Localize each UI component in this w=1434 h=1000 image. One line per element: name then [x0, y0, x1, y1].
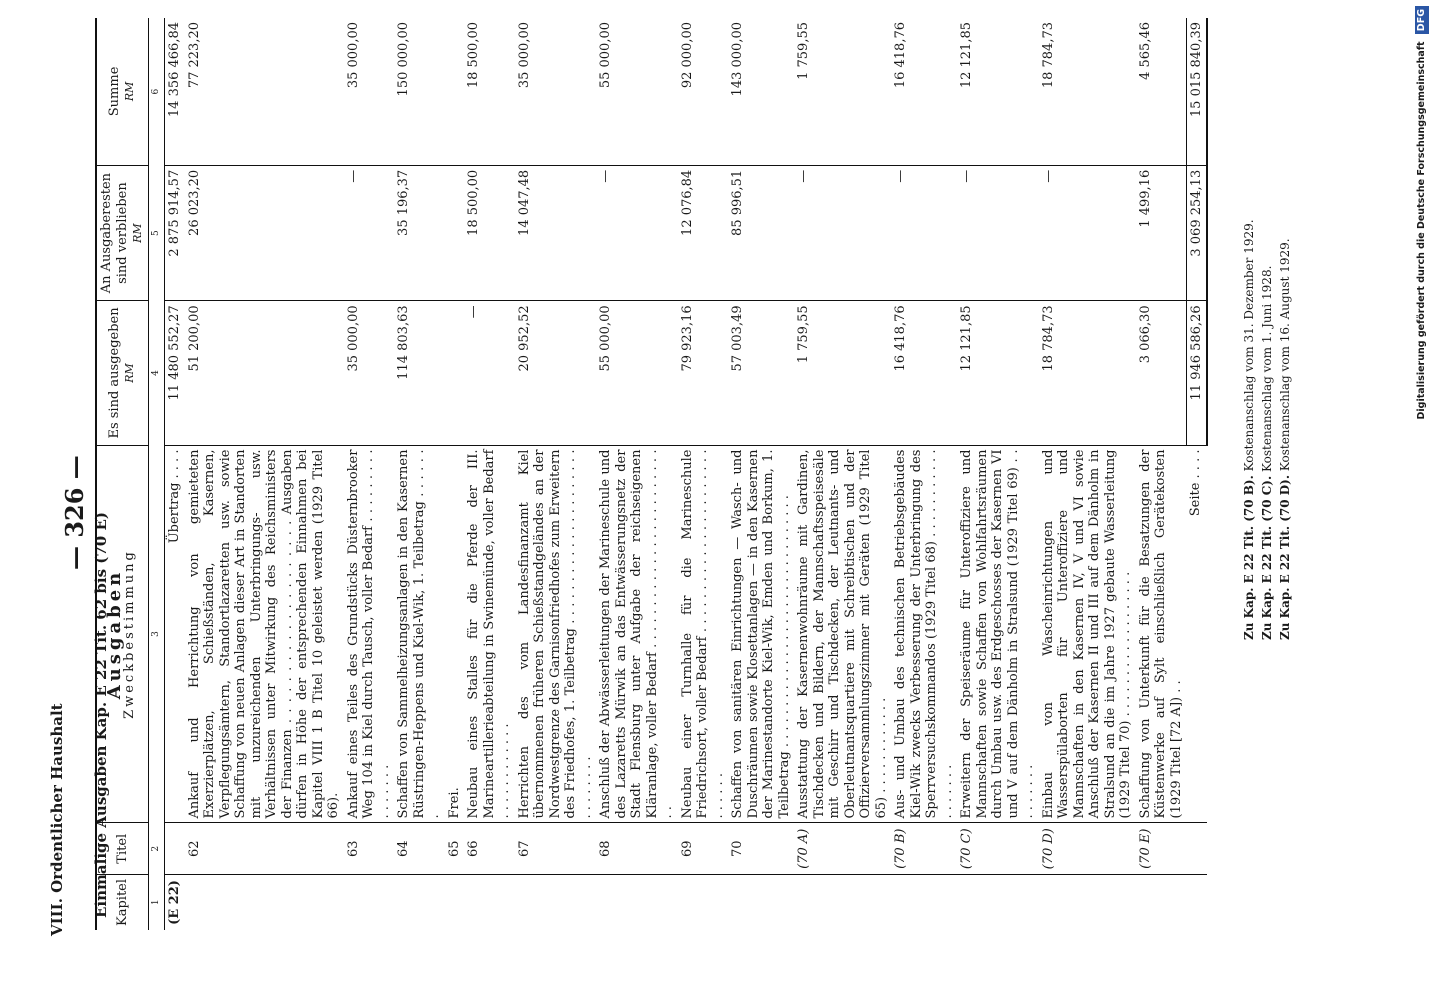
col4-unit: RM — [123, 363, 137, 383]
ausgabereste-cell: 35 196,37 — [394, 165, 445, 301]
desc-cell: Übertrag . . . . — [165, 445, 185, 823]
ausgegeben-cell: 35 000,00 — [344, 301, 395, 445]
total-ausgegeben: 11 946 586,26 — [1186, 301, 1207, 445]
table-row — [515, 18, 597, 930]
summe-cell: 12 121,85 — [957, 18, 1039, 165]
total-row — [1186, 18, 1207, 930]
desc-cell: Schaffen von sanitären Einrichtungen — Wasch- und Duschräumen sowie Klosettanlagen — in den Kasernen der Marinestandorte Kiel-Wik, Emden und Borkum, 1. Teilbetrag . . . . . . . . . . . . . . . . . . . . . . . . . . . . . . . — [728, 445, 794, 823]
desc-cell: Aus- und Umbau des technischen Betriebsgebäudes Kiel-Wik zwecks Verbesserung der Unterbringung des Sperrversuchskommandos (1929 Titel 68) . . . . . . . . . . . . . . . . . . — [891, 445, 957, 823]
ausgabereste-cell: 1 499,16 — [1136, 165, 1187, 301]
ausgegeben-cell: 3 066,30 — [1136, 301, 1187, 445]
titel-cell: 70 — [728, 823, 794, 874]
titel-cell: 67 — [515, 823, 597, 874]
titel-cell: (70 D) — [1039, 823, 1136, 874]
col-titel-header: Titel — [96, 823, 148, 874]
ausgegeben-cell: 20 952,52 — [515, 301, 597, 445]
desc-cell: Neubau eines Stalles für die Pferde der III. Marineartillerieabteilung in Swinemünde, voller Bedarf . . . . . . . . . . . . — [464, 445, 515, 823]
summe-cell: 143 000,00 — [728, 18, 794, 165]
ausgabereste-cell: — — [957, 165, 1039, 301]
col5-unit: RM — [131, 223, 144, 243]
ausgabereste-cell: — — [794, 165, 891, 301]
titel-cell: (70 A) — [794, 823, 891, 874]
summe-cell: 77 223,20 — [185, 18, 344, 165]
ausgabereste-cell: 26 023,20 — [185, 165, 344, 301]
footnote-ref: Zu Kap. E 22 Tit. (70 D). — [1278, 474, 1292, 640]
titel-cell: 64 — [394, 823, 445, 874]
col4-label: Es sind ausgegeben — [106, 307, 122, 439]
summe-cell: 35 000,00 — [344, 18, 395, 165]
desc-cell: Schaffen von Sammelheizungsanlagen in den Kasernen Rüstringen-Heppens und Kiel-Wik, 1. Teilbetrag . . . . . . . — [394, 445, 445, 823]
titel-cell: 62 — [185, 823, 344, 874]
ausgaben-heading: Ausgaben — [103, 568, 125, 700]
table-row — [891, 18, 957, 930]
ausgabereste-cell — [445, 165, 465, 301]
colnum-5: 5 — [148, 165, 165, 301]
summe-cell: 4 565,46 — [1136, 18, 1187, 165]
col6-unit: RM — [123, 81, 137, 102]
ausgegeben-cell: 1 759,55 — [794, 301, 891, 445]
desc-cell: Frei. — [445, 445, 465, 823]
table-row — [957, 18, 1039, 930]
budget-table — [95, 18, 1208, 930]
colnum-4: 4 — [148, 301, 165, 445]
ausgabereste-cell: 2 875 914,57 — [165, 165, 185, 301]
footnotes — [1240, 219, 1294, 640]
titel-cell: 68 — [596, 823, 678, 874]
dfg-logo: DFG — [1415, 6, 1429, 34]
desc-cell: Herrichten des vom Landesfinanzamt Kiel übernommenen früheren Schießstandgeländes an der Nordwestgrenze des Garnisonfriedhofes zum Erweitern des Friedhofes, 1. Teilbetrag . . . . . . . . . . . . . . . . . . . . . . . . . . . . . — [515, 445, 597, 823]
colnum-3: 3 — [148, 445, 165, 823]
ausgegeben-cell — [445, 301, 465, 445]
desc-cell: Ankauf eines Teiles des Grundstücks Düsternbrooker Weg 104 in Kiel durch Tausch, voller Bedarf . . . . . . . . . . . . . . . . — [344, 445, 395, 823]
titel-cell: (70 C) — [957, 823, 1039, 874]
desc-cell: Ausstattung der Kasernenwohnräume mit Gardinen, Tischdecken und Bildern, der Mannschaftsspeisesäle mit Geschirr und Tischdecken, der Leutnants- und Oberleutnantsquartiere mit Schreibtischen und der Offizierversammlungszimmer mit Geräten (1929 Titel 65) . . . . . . . . . . . . — [794, 445, 891, 823]
summe-cell: 92 000,00 — [678, 18, 729, 165]
ausgegeben-cell: 51 200,00 — [185, 301, 344, 445]
footnote — [1276, 219, 1294, 640]
footnote-ref: Zu Kap. E 22 Tit. (70 B). — [1242, 475, 1256, 640]
ausgegeben-cell: 12 121,85 — [957, 301, 1039, 445]
titel-cell: 63 — [344, 823, 395, 874]
ausgegeben-cell: 79 923,16 — [678, 301, 729, 445]
ausgabereste-cell: 18 500,00 — [464, 165, 515, 301]
digitization-credit — [1412, 6, 1432, 996]
table-row — [464, 18, 515, 930]
col-summe-header — [96, 18, 148, 165]
ausgabereste-cell: 14 047,48 — [515, 165, 597, 301]
col-ausgabereste-header — [96, 165, 148, 301]
desc-cell: Ankauf und Herrichtung von gemieteten Exerzierplätzen, Schießständen, Kasernen, Verpflegungsämtern, Standortlazaretten usw. sowie Schaffung von neuen Anlagen dieser Art in Standorten mit unzureichenden Unterbringungs- usw. Verhältnissen unter Mitwirkung des Reichsministers der Finanzen . . . . . . . . . . . . . . . . . . . . Ausgaben dürfen in Höhe der entsprechenden Einnahmen bei Kapitel VIII 1 B Titel 10 geleistet werden (1929 Titel 66). — [185, 445, 344, 823]
summe-cell: 1 759,55 — [794, 18, 891, 165]
footnote — [1240, 219, 1258, 640]
ausgegeben-cell: 55 000,00 — [596, 301, 678, 445]
desc-cell: Neubau einer Turnhalle für die Marineschule Friedrichsort, voller Bedarf . . . . . . . . . . . . . . . . . . . . . . . . . . . . — [678, 445, 729, 823]
titel-cell — [165, 823, 185, 874]
zweck-heading: Zweckbestimmung — [122, 549, 138, 719]
ausgegeben-cell: 114 803,63 — [394, 301, 445, 445]
colnum-2: 2 — [148, 823, 165, 874]
summe-cell: 55 000,00 — [596, 18, 678, 165]
ausgegeben-cell: 57 003,49 — [728, 301, 794, 445]
ausgabereste-cell: — — [596, 165, 678, 301]
table-row — [794, 18, 891, 930]
table-row — [344, 18, 395, 930]
colnum-6: 6 — [148, 18, 165, 165]
total-summe: 15 015 840,39 — [1186, 18, 1207, 165]
table-row — [165, 18, 185, 930]
col-zweck-header — [96, 445, 148, 823]
table-row — [678, 18, 729, 930]
titel-cell: (70 E) — [1136, 823, 1187, 874]
titel-cell: 69 — [678, 823, 729, 874]
desc-cell: Einbau von Wascheinrichtungen und Wasserspülaborten für Unteroffiziere und Mannschaften in den Kasernen IV, V und VI sowie Anschluß der Kasernen II und III auf dem Dänholm in Stralsund an die im Jahre 1927 gebaute Wasserleitung (1929 Titel 70) . . . . . . . . . . . . . . . . . . — [1039, 445, 1136, 823]
summe-cell: 14 356 466,84 — [165, 18, 185, 165]
total-label: Seite . . . . — [1186, 445, 1207, 823]
table-row — [728, 18, 794, 930]
titel-cell: (70 B) — [891, 823, 957, 874]
ausgegeben-cell: 16 418,76 — [891, 301, 957, 445]
total-ausgabereste: 3 069 254,13 — [1186, 165, 1207, 301]
table-row — [1136, 18, 1187, 930]
titel-cell: 66 — [464, 823, 515, 874]
desc-cell: Erweitern der Speiseräume für Unteroffiziere und Mannschaften sowie Schaffen von Wohlfahrtsräumen durch Umbau usw. des Erdgeschosses der Kasernen VI und V auf dem Dänholm in Stralsund (1929 Titel 69) . . . . . . . . . — [957, 445, 1039, 823]
ausgegeben-cell: — — [464, 301, 515, 445]
ausgegeben-cell: 18 784,73 — [1039, 301, 1136, 445]
footnote-text: Kostenanschlag vom 16. August 1929. — [1278, 238, 1292, 472]
table-row — [596, 18, 678, 930]
summe-cell: 18 784,73 — [1039, 18, 1136, 165]
table-row — [1039, 18, 1136, 930]
page-number: — 326 — — [60, 455, 89, 570]
desc-cell: Anschluß der Abwässerleitungen der Marineschule und des Lazaretts Mürwik an das Entwässerungsnetz der Stadt Flensburg unter Aufgabe der reichseigenen Kläranlage, voller Bedarf . . . . . . . . . . . . . . . . . . . . . . . . . . — [596, 445, 678, 823]
summe-cell: 18 500,00 — [464, 18, 515, 165]
table-row — [185, 18, 344, 930]
section-subtitle: Einmalige Ausgaben Kap. E 22 Tit. 62 bis (70 E) — [92, 512, 110, 918]
ausgegeben-cell: 11 480 552,27 — [165, 301, 185, 445]
footnote — [1258, 219, 1276, 640]
desc-cell: Schaffung von Unterkunft für die Besatzungen der Küstenwerke auf Sylt einschließlich Gerätekosten (1929 Titel [72 A]) . . — [1136, 445, 1187, 823]
summe-cell: 16 418,76 — [891, 18, 957, 165]
summe-cell — [445, 18, 465, 165]
colnum-1: 1 — [148, 874, 165, 930]
ausgabereste-cell: 12 076,84 — [678, 165, 729, 301]
section-title: VIII. Ordentlicher Haushalt — [48, 703, 66, 936]
kapitel-cell: (E 22) — [167, 880, 182, 925]
titel-cell: 65 — [445, 823, 465, 874]
summe-cell: 150 000,00 — [394, 18, 445, 165]
ausgabereste-cell: — — [1039, 165, 1136, 301]
col-kapitel-header: Kapitel — [96, 874, 148, 930]
table-row — [394, 18, 445, 930]
digitization-text: Digitalisierung gefördert durch die Deutsche Forschungsgemeinschaft — [1416, 41, 1427, 420]
ausgabereste-cell: — — [344, 165, 395, 301]
table-row — [445, 18, 465, 930]
footnote-ref: Zu Kap. E 22 Tit. (70 C). — [1260, 475, 1274, 640]
ausgabereste-cell: — — [891, 165, 957, 301]
column-number-row — [148, 18, 165, 930]
col6-label: Summe — [106, 66, 122, 117]
col5-label: An Ausgaberesten sind verblieben — [99, 172, 130, 294]
footnote-text: Kostenanschlag vom 1. Juni 1928. — [1260, 265, 1274, 472]
footnote-text: Kostenanschlag vom 31. Dezember 1929. — [1242, 219, 1256, 472]
col-ausgegeben-header — [96, 301, 148, 445]
summe-cell: 35 000,00 — [515, 18, 597, 165]
ausgabereste-cell: 85 996,51 — [728, 165, 794, 301]
